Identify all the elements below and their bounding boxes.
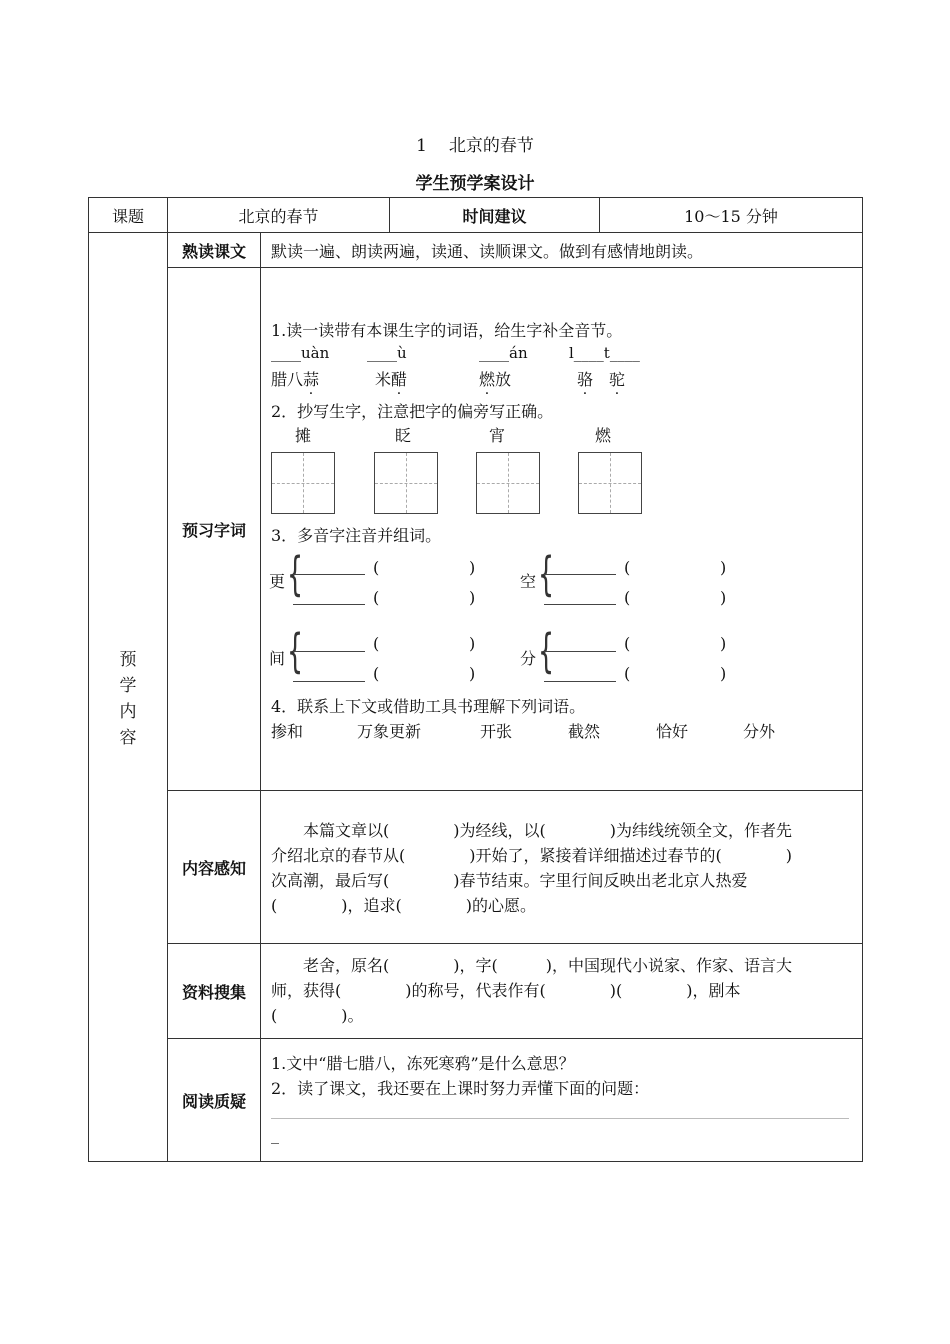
word-3: 燃放 [479,370,512,389]
paren-close: ) [720,558,727,577]
yuedu-label: 阅读质疑 [168,1039,261,1162]
yuxi-q4: 4．联系上下文或借助工具书理解下列词语。 [271,697,586,716]
copy-char-3: 宵 [489,426,506,445]
writing-grid[interactable] [271,452,335,514]
pinyin-4: l____t____ [569,344,640,362]
side-label: 预 学 内 容 [119,650,137,748]
answer-line[interactable] [293,681,365,682]
brace-icon: { [538,624,555,678]
lesson-name: 北京的春节 [448,136,534,156]
preview-table [88,197,863,1162]
poly-char-1: 更 [269,572,286,591]
brace-icon: { [287,624,304,678]
topic-value: 北京的春节 [168,198,390,233]
answer-line[interactable] [293,604,365,605]
paren-close: ) [469,588,476,607]
neirong-label: 内容感知 [168,791,261,944]
vocab-word: 开张 [480,722,513,741]
brace-icon: { [538,547,555,601]
yuxi-content [261,268,863,791]
paren-close: ) [469,558,476,577]
yuedu-q1: 1.文中“腊七腊八，冻死寒鸦”是什么意思？ [271,1054,575,1073]
yuxi-q2: 2．抄写生字，注意把字的偏旁写正确。 [271,402,554,421]
yuxi-q1: 1.读一读带有本课生字的词语，给生字补全音节。 [271,321,623,340]
pinyin-3: ____án [479,344,528,362]
poly-char-3: 间 [269,649,286,668]
paren-close: ) [469,664,476,683]
page-subtitle: 学生预学案设计 [415,174,535,194]
answer-line[interactable] [293,574,365,575]
answer-line[interactable] [544,574,616,575]
time-label: 时间建议 [390,198,600,233]
paren-close: ) [720,588,727,607]
answer-line[interactable] [293,651,365,652]
yuedu-content [261,1039,863,1162]
paren-close: ) [469,634,476,653]
vocab-word: 分外 [743,722,776,741]
copy-char-1: 摊 [295,426,312,445]
yuxi-q3: 3．多音字注音并组词。 [271,526,442,545]
paren-close: ) [720,664,727,683]
paren-open: ( [624,664,631,683]
yuxi-label: 预习字词 [168,268,261,791]
word-1: 腊八蒜 [271,370,320,389]
copy-char-4: 燃 [595,426,612,445]
topic-label: 课题 [89,198,168,233]
paren-open: ( [373,588,380,607]
neirong-content [261,791,863,944]
paren-open: ( [624,634,631,653]
ziliao-text: 老舍，原名( )，字( )，中国现代小说家、作家、语言大 师，获得( )的称号，代表作有( )( )，剧本 ( )。 [271,956,792,1025]
word-4: 骆 驼 [577,370,626,389]
paren-close: ) [720,634,727,653]
yuedu-q2: 2．读了课文，我还要在上课时努力弄懂下面的问题： [271,1079,650,1098]
lesson-title [0,131,950,156]
writing-grid[interactable] [374,452,438,514]
time-value: 10～15 分钟 [600,198,863,233]
pinyin-1: ____uàn [271,344,330,362]
answer-line[interactable] [544,681,616,682]
answer-line[interactable] [271,1118,849,1119]
paren-open: ( [624,588,631,607]
paren-open: ( [373,558,380,577]
neirong-text: 本篇文章以( )为经线，以( )为纬线统领全文，作者先 介绍北京的春节从( )开始了，紧接着详细描述过春节的( ) 次高潮，最后写( )春节结束。字里行间反映出老北京人热爱 ( )，追求( )的心愿。 [271,821,792,915]
paren-open: ( [373,664,380,683]
poly-char-4: 分 [520,649,537,668]
ziliao-content [261,944,863,1039]
side-label-cell [89,233,168,1162]
vocab-word: 截然 [568,722,601,741]
ziliao-label: 资料搜集 [168,944,261,1039]
word-2: 米醋 [375,370,408,389]
vocab-word: 恰好 [656,722,689,741]
shudu-label: 熟读课文 [168,233,261,268]
brace-icon: { [287,547,304,601]
poly-char-2: 空 [520,572,537,591]
writing-grid[interactable] [578,452,642,514]
writing-grid[interactable] [476,452,540,514]
answer-line[interactable] [544,651,616,652]
shudu-text: 默读一遍、朗读两遍，读通、读顺课文。做到有感情地朗读。 [261,233,863,268]
answer-tail: _ [271,1125,279,1144]
answer-line[interactable] [544,604,616,605]
vocab-word: 万象更新 [357,722,422,741]
pinyin-2: ____ù [367,344,407,362]
copy-char-2: 眨 [395,426,412,445]
paren-open: ( [373,634,380,653]
vocab-word: 掺和 [271,722,304,741]
lesson-number: 1 [416,136,427,156]
paren-open: ( [624,558,631,577]
